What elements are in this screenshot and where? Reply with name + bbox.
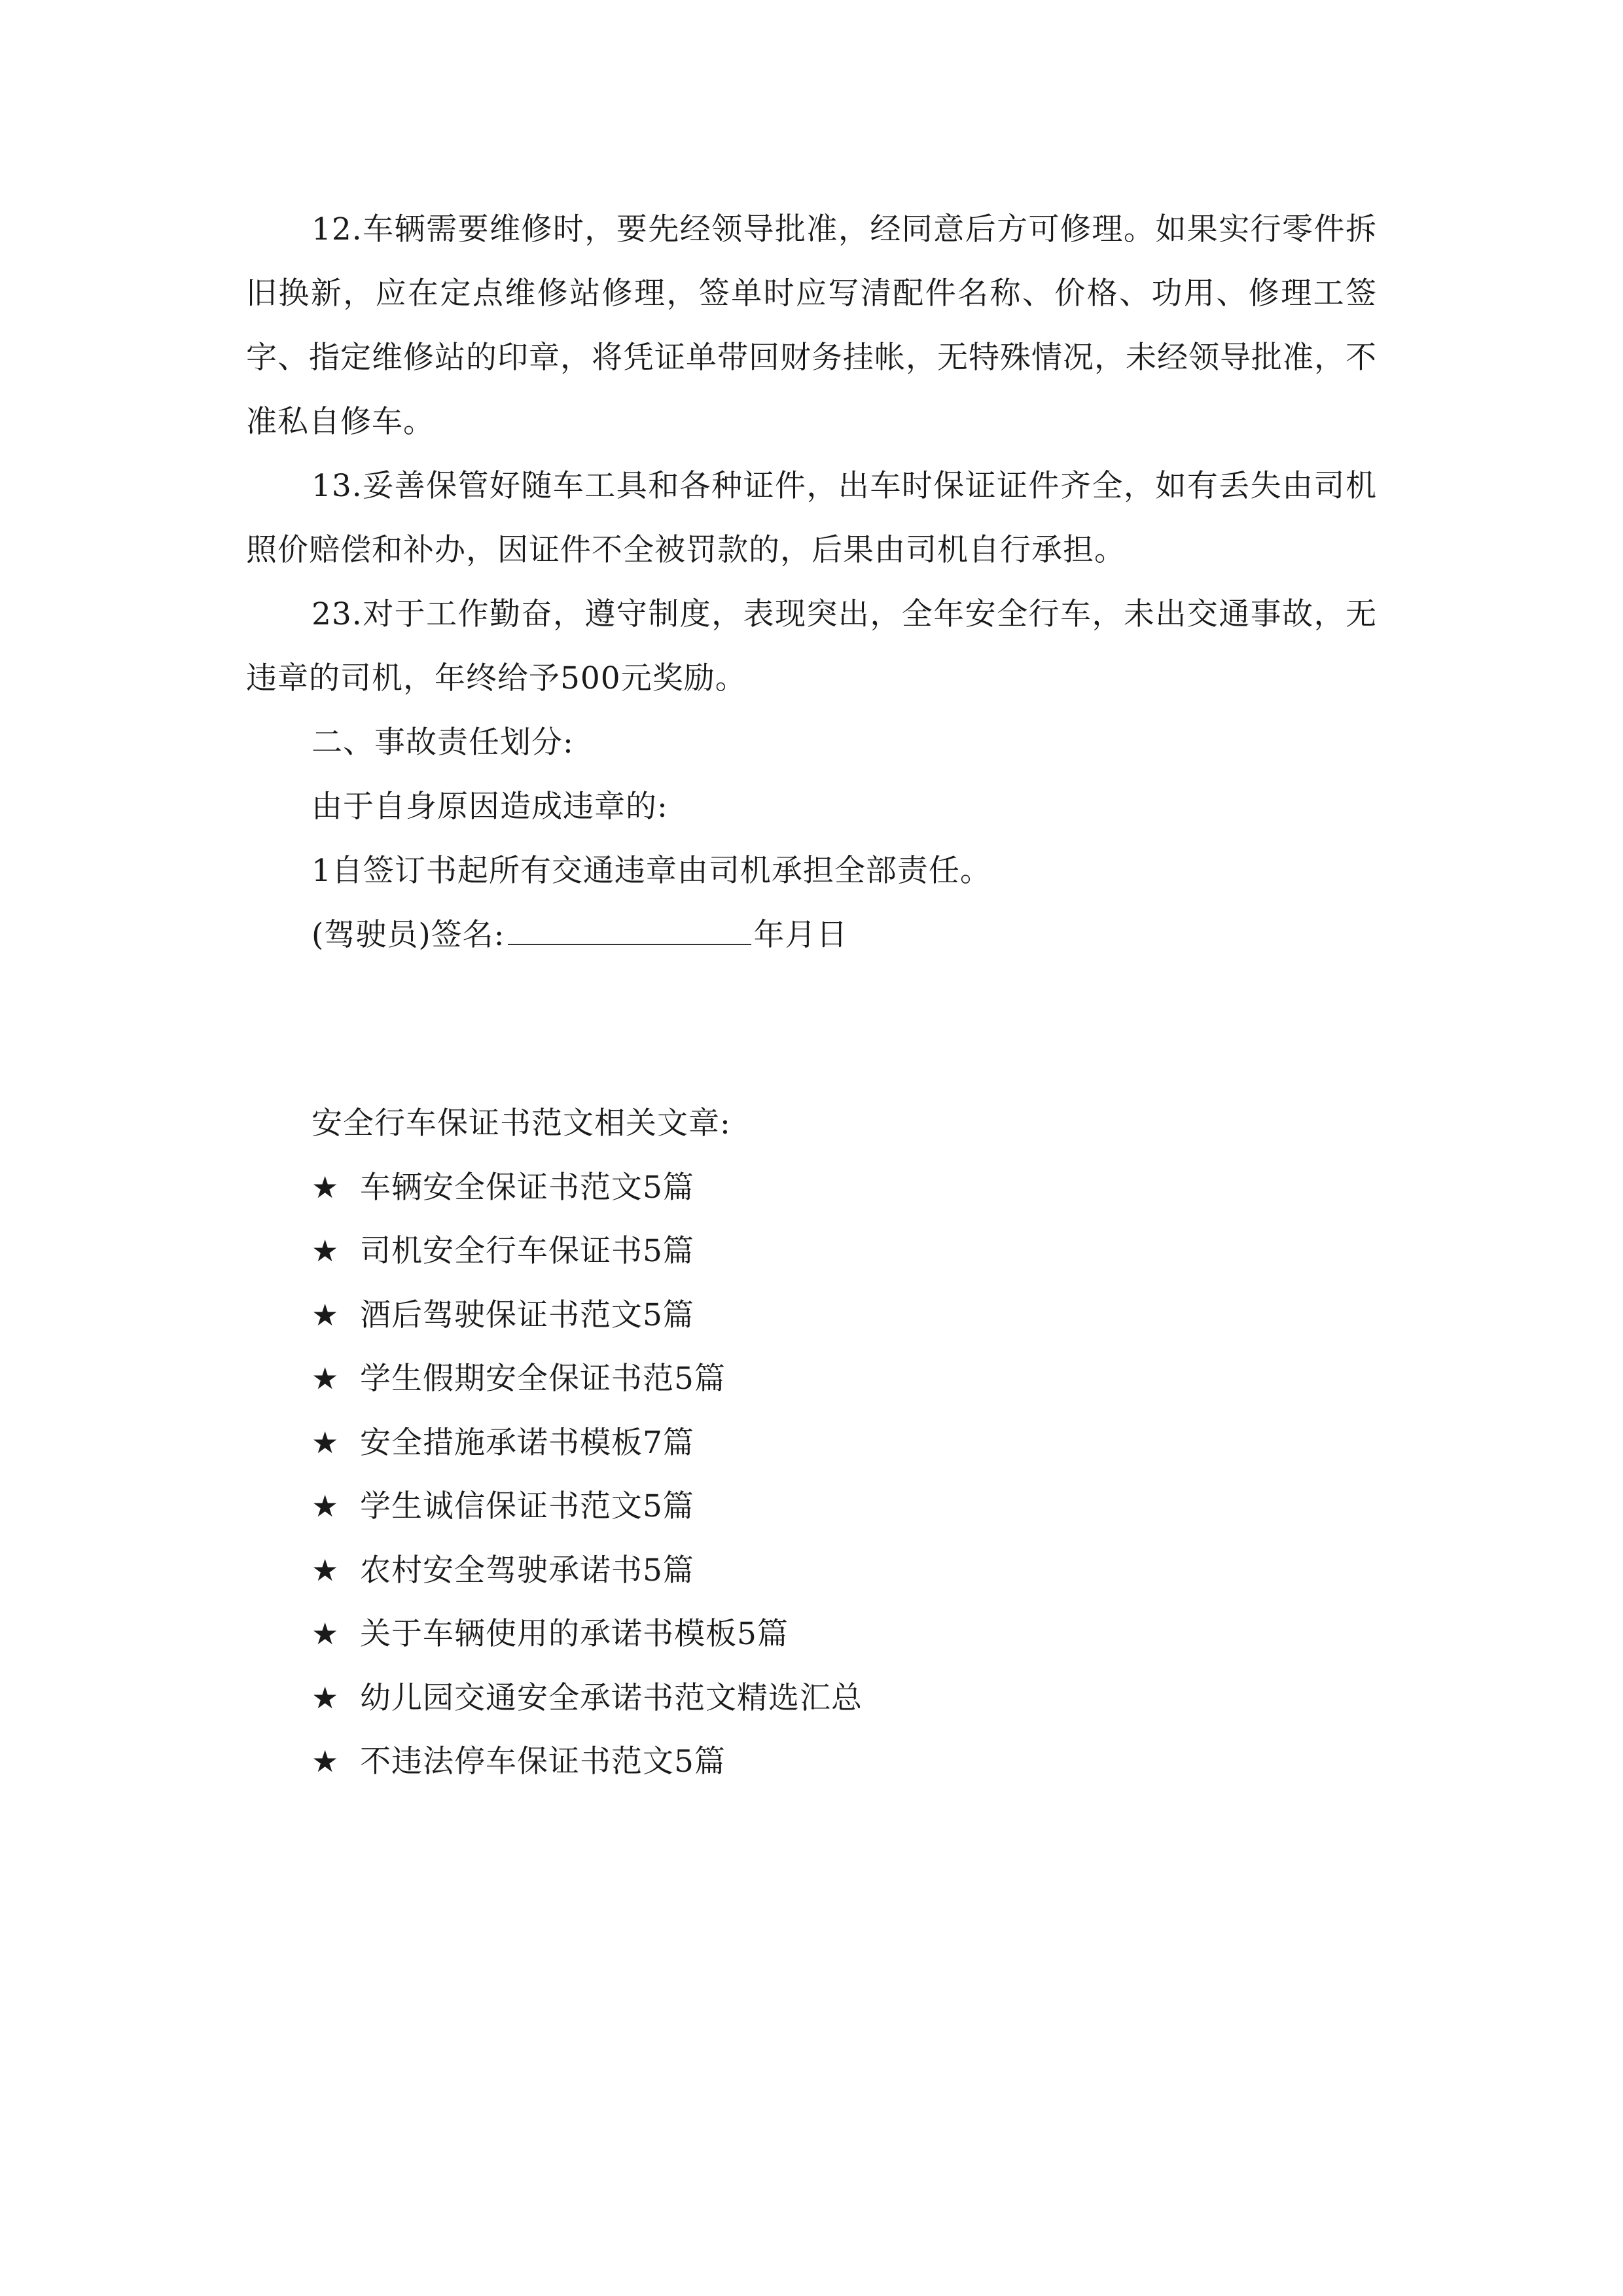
signature-blank: [508, 918, 751, 945]
star-icon: ★: [312, 1744, 340, 1779]
related-article-link[interactable]: [312, 1602, 1359, 1666]
related-article-title: 车辆安全保证书范文5篇: [360, 1169, 694, 1206]
related-articles: [312, 1092, 1359, 1794]
related-article-title: 幼儿园交通安全承诺书范文精选汇总: [360, 1679, 863, 1716]
star-icon: ★: [312, 1552, 340, 1588]
related-articles-list: [312, 1156, 1359, 1794]
paragraph-23-reward: 23.对于工作勤奋，遵守制度，表现突出，全年安全行车，未出交通事故，无违章的司机，年终给予500元奖励。: [246, 596, 1377, 696]
related-article-title: 农村安全驾驶承诺书5篇: [360, 1552, 694, 1588]
star-icon: ★: [312, 1297, 340, 1333]
related-article-link[interactable]: [312, 1156, 1359, 1220]
related-article-link[interactable]: [312, 1539, 1359, 1603]
star-icon: ★: [312, 1233, 340, 1268]
cause-line: 由于自身原因造成违章的:: [312, 789, 668, 825]
paragraph-12-vehicle-repair: 12.车辆需要维修时，要先经领导批准，经同意后方可修理。如果实行零件拆旧换新，应在定点维修站修理，签单时应写清配件名称、价格、功用、修理工签字、指定维修站的印章，将凭证单带回财务挂帐，无特殊情况，未经领导批准，不准私自修车。: [246, 211, 1377, 440]
related-article-title: 学生假期安全保证书范5篇: [360, 1361, 726, 1397]
related-article-link[interactable]: [312, 1219, 1359, 1283]
related-articles-title: 安全行车保证书范文相关文章:: [312, 1105, 731, 1141]
signature-line: [246, 903, 1377, 967]
document-body: [246, 198, 1377, 967]
related-article-link[interactable]: [312, 1730, 1359, 1794]
related-article-title: 酒后驾驶保证书范文5篇: [360, 1297, 694, 1333]
related-article-title: 司机安全行车保证书5篇: [360, 1233, 694, 1269]
section-heading: 二、事故责任划分:: [312, 725, 574, 761]
related-article-link[interactable]: [312, 1347, 1359, 1411]
related-article-title: 学生诚信保证书范文5篇: [360, 1488, 694, 1524]
related-article-link[interactable]: [312, 1411, 1359, 1475]
related-article-title: 关于车辆使用的承诺书模板5篇: [360, 1616, 789, 1652]
star-icon: ★: [312, 1616, 340, 1651]
star-icon: ★: [312, 1169, 340, 1205]
clause-line: 1自签订书起所有交通违章由司机承担全部责任。: [312, 853, 991, 889]
star-icon: ★: [312, 1424, 340, 1460]
star-icon: ★: [312, 1679, 340, 1715]
paragraph-13-documents: 13.妥善保管好随车工具和各种证件，出车时保证证件齐全，如有丢失由司机照价赔偿和补办，因证件不全被罚款的，后果由司机自行承担。: [246, 468, 1377, 568]
related-article-link[interactable]: [312, 1283, 1359, 1348]
signature-date: 年月日: [753, 917, 848, 953]
signature-label: (驾驶员)签名:: [312, 917, 505, 953]
star-icon: ★: [312, 1488, 340, 1524]
related-article-title: 不违法停车保证书范文5篇: [360, 1744, 726, 1780]
star-icon: ★: [312, 1361, 340, 1396]
related-article-title: 安全措施承诺书模板7篇: [360, 1424, 694, 1461]
related-article-link[interactable]: [312, 1475, 1359, 1539]
related-article-link[interactable]: [312, 1666, 1359, 1731]
